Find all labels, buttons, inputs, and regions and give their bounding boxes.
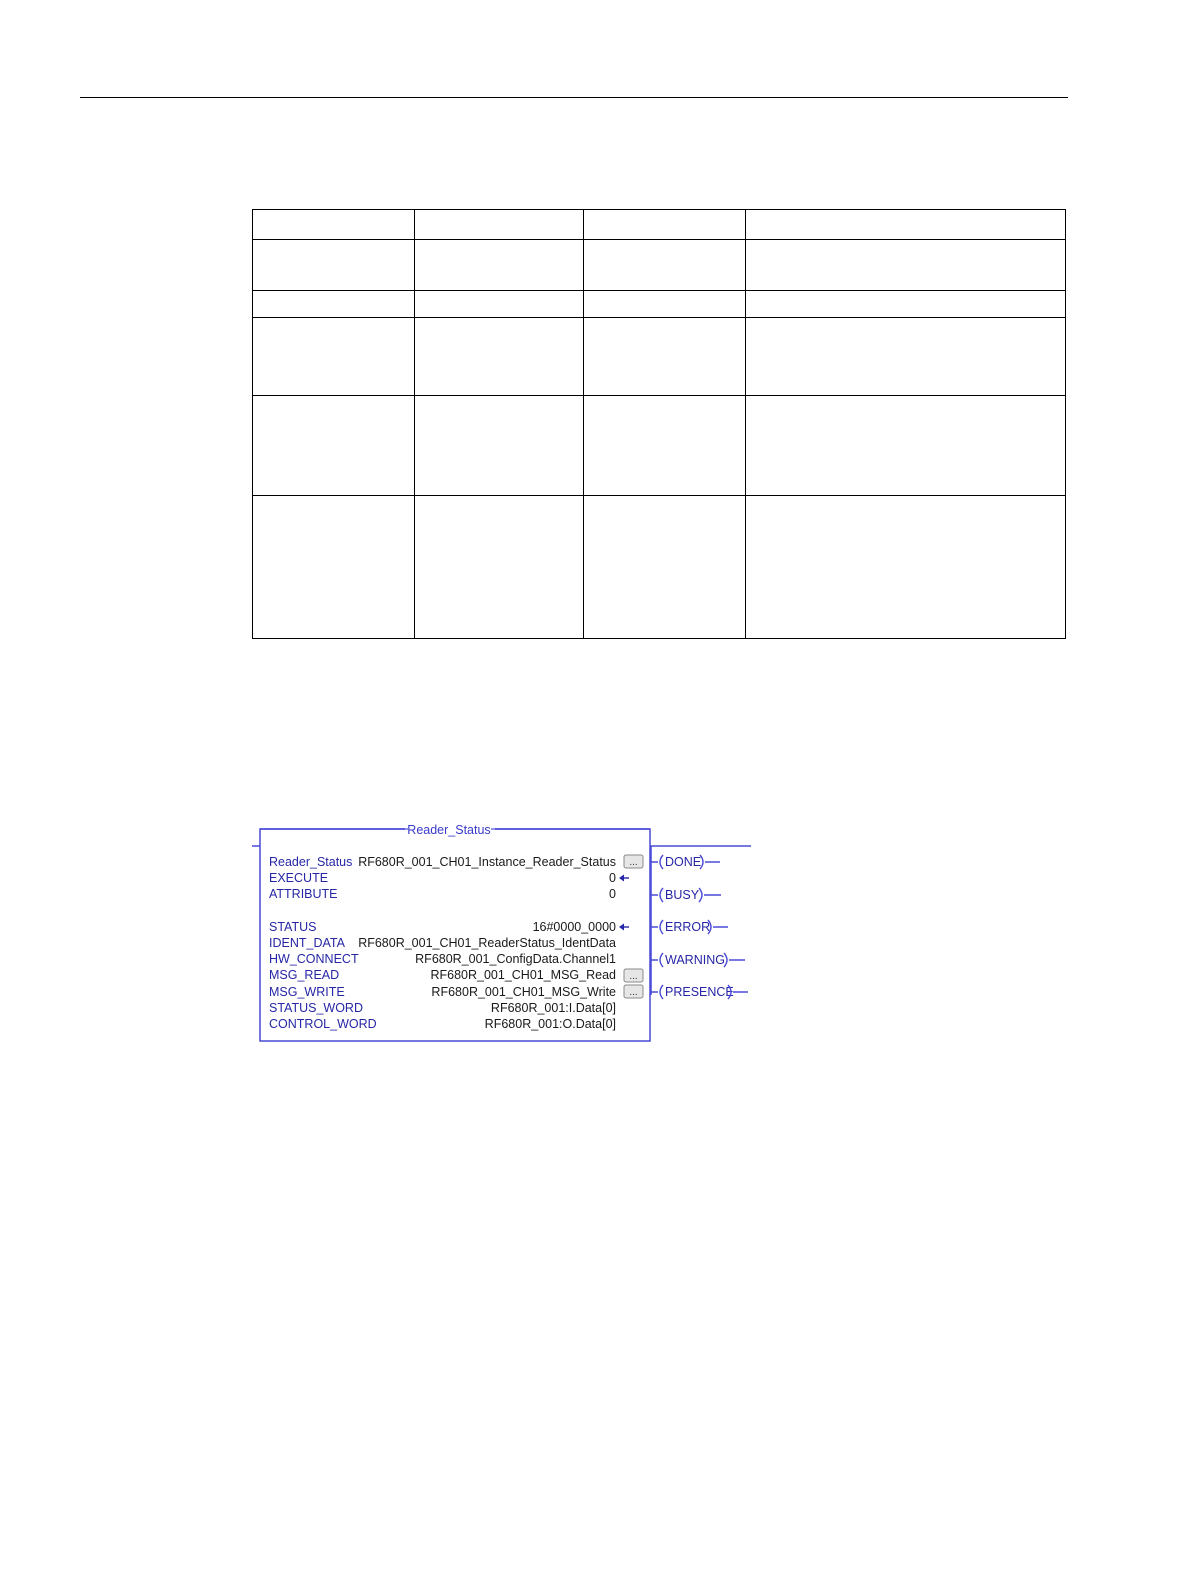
browse-button-msg-read[interactable] xyxy=(624,969,643,982)
param-value-reader-status[interactable]: RF680R_001_CH01_Instance_Reader_Status xyxy=(358,855,616,869)
param-name-reader-status: Reader_Status xyxy=(269,855,353,869)
svg-text:PRESENCE: PRESENCE xyxy=(665,985,734,999)
svg-text:BUSY: BUSY xyxy=(665,888,700,902)
param-value-status[interactable]: 16#0000_0000 xyxy=(532,920,616,934)
param-value-hw-connect[interactable]: RF680R_001_ConfigData.Channel1 xyxy=(415,952,616,966)
svg-text:...: ... xyxy=(629,987,638,998)
output-coil-presence[interactable] xyxy=(651,985,748,999)
param-value-msg-write[interactable]: RF680R_001_CH01_MSG_Write xyxy=(431,985,616,999)
output-coil-error[interactable] xyxy=(651,920,728,934)
output-coil-warning[interactable] xyxy=(651,953,745,967)
svg-text:WARNING: WARNING xyxy=(665,953,725,967)
arrow-left-icon xyxy=(619,924,629,931)
param-value-msg-read[interactable]: RF680R_001_CH01_MSG_Read xyxy=(430,968,616,982)
param-value-control-word[interactable]: RF680R_001:O.Data[0] xyxy=(484,1017,616,1031)
param-value-execute[interactable]: 0 xyxy=(609,871,616,885)
param-name-msg-write: MSG_WRITE xyxy=(269,985,345,999)
output-coil-done[interactable] xyxy=(651,855,720,869)
param-value-ident-data[interactable]: RF680R_001_CH01_ReaderStatus_IdentData xyxy=(358,936,616,950)
param-value-attribute[interactable]: 0 xyxy=(609,887,616,901)
param-name-status: STATUS xyxy=(269,920,317,934)
output-coil-busy[interactable] xyxy=(651,888,721,902)
svg-text:ERROR: ERROR xyxy=(665,920,711,934)
param-name-execute: EXECUTE xyxy=(269,871,329,885)
param-name-status-word: STATUS_WORD xyxy=(269,1001,363,1015)
param-name-ident-data: IDENT_DATA xyxy=(269,936,345,950)
svg-text:DONE: DONE xyxy=(665,855,702,869)
function-block-title: Reader_Status xyxy=(407,823,491,837)
svg-text:...: ... xyxy=(629,857,638,868)
param-name-control-word: CONTROL_WORD xyxy=(269,1017,377,1031)
browse-button-reader-status[interactable] xyxy=(624,855,643,868)
arrow-left-icon xyxy=(619,875,629,882)
browse-button-msg-write[interactable] xyxy=(624,985,643,998)
svg-text:...: ... xyxy=(629,971,638,982)
param-name-hw-connect: HW_CONNECT xyxy=(269,952,359,966)
param-name-msg-read: MSG_READ xyxy=(269,968,340,982)
param-name-attribute: ATTRIBUTE xyxy=(269,887,338,901)
param-value-status-word[interactable]: RF680R_001:I.Data[0] xyxy=(490,1001,616,1015)
